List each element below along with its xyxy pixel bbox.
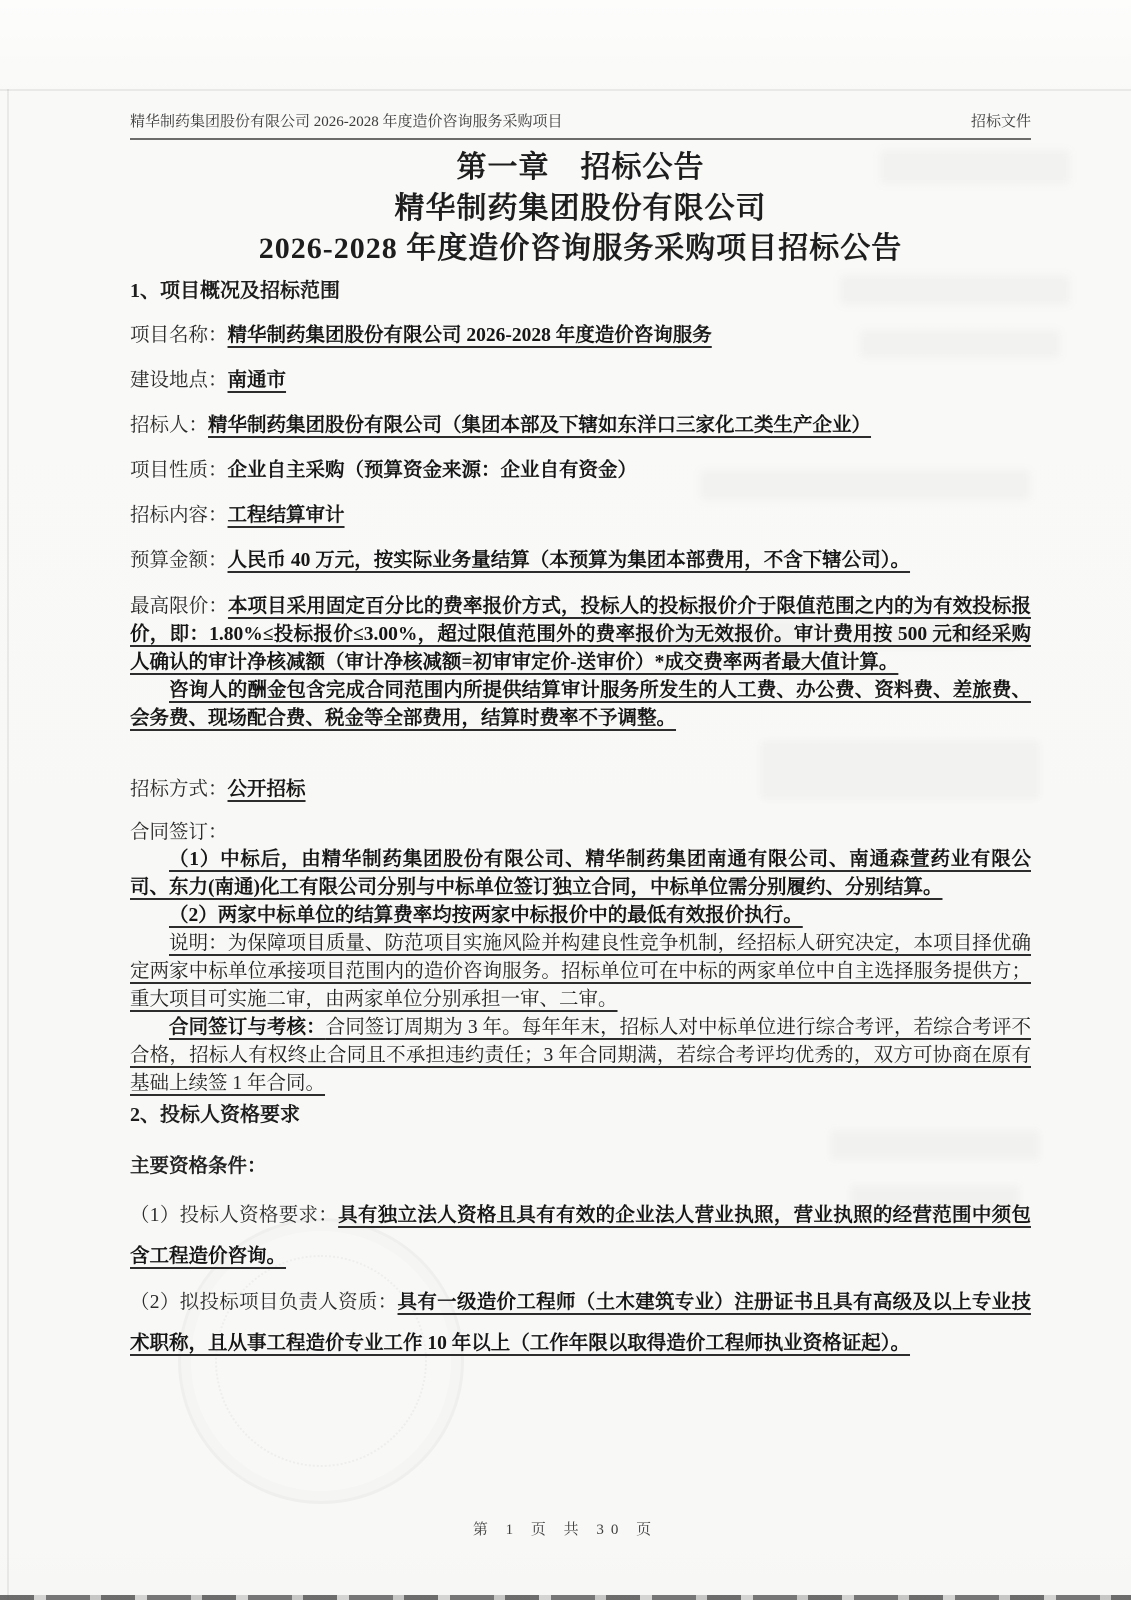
item-label: （2）拟投标项目负责人资质： <box>130 1292 398 1313</box>
company-title: 精华制药集团股份有限公司 <box>394 192 767 225</box>
field-location <box>130 368 1031 394</box>
section1-heading: 1、项目概况及招标范围 <box>130 280 340 302</box>
field-value: 本项目采用固定百分比的费率报价方式，投标人的投标报价介于限值范围之内的为有效投标报价，即：1.80%≤投标报价≤3.00%，超过限值范围外的费率报价为无效报价。审计费用按 500 元和经采购人确认的审计净核减额（审计净核减额=初审审定价-送审价）*成交费率两者最大值计算。 <box>130 596 1031 673</box>
field-label: 建设地点： <box>130 370 228 391</box>
field-price-limit <box>130 593 1031 677</box>
field-value: 工程结算审计 <box>227 505 345 526</box>
field-value: 企业自主采购（预算资金来源：企业自有资金） <box>227 460 638 481</box>
scan-left-edge <box>7 89 9 1600</box>
field-value: 人民币 40 万元，按实际业务量结算（本预算为集团本部费用，不含下辖公司）。 <box>227 550 911 571</box>
contract-note: 说明：为保障项目质量、防范项目实施风险并构建良性竞争机制，经招标人研究决定，本项目择优确定两家中标单位承接项目范围内的造价咨询服务。招标单位可在中标的两家单位中自主选择服务提供方；重大项目可实施二审，由两家单位分别承担一审、二审。 <box>130 933 1031 1010</box>
field-bidding-method <box>130 777 1031 803</box>
field-value: 精华制药集团股份有限公司 2026-2028 年度造价咨询服务 <box>227 325 712 346</box>
header-project-title: 精华制药集团股份有限公司 2026-2028 年度造价咨询服务采购项目 <box>130 114 563 130</box>
page-number: 第 1 页 共 30 页 <box>472 1522 659 1538</box>
field-label: 招标方式： <box>130 779 228 800</box>
field-project-name <box>130 323 1031 349</box>
field-label: 最高限价： <box>130 596 228 617</box>
header-doc-type: 招标文件 <box>970 114 1031 130</box>
field-label: 招标内容： <box>130 505 228 526</box>
item-value: 具有独立法人资格且具有有效的企业法人营业执照，营业执照的经营范围中须包含工程造价咨询。 <box>130 1205 1031 1267</box>
section2-heading: 2、投标人资格要求 <box>130 1104 300 1126</box>
running-header <box>130 110 1031 140</box>
remuneration-note: 咨询人的酬金包含完成合同范围内所提供结算审计服务所发生的人工费、办公费、资料费、差旅费、会务费、现场配合费、税金等全部费用，结算时费率不予调整。 <box>130 680 1031 729</box>
contract-assessment: 合同签订与考核：合同签订周期为 3 年。每年年末，招标人对中标单位进行综合考评，若综合考评不合格，招标人有权终止合同且不承担违约责任；3 年合同期满，若综合考评均优秀的，双方可协商在原有基础上续签 1 年合同。 <box>130 1017 1031 1094</box>
contract-item-2: （2）两家中标单位的结算费率均按两家中标报价中的最低有效报价执行。 <box>169 905 803 926</box>
contract-item-1: （1）中标后，由精华制药集团股份有限公司、精华制药集团南通有限公司、南通森萱药业有限公司、东力(南通)化工有限公司分别与中标单位签订独立合同，中标单位需分别履约、分别结算。 <box>130 849 1031 898</box>
field-tender-content <box>130 503 1031 529</box>
item-value: 具有一级造价工程师（土木建筑专业）注册证书且具有高级及以上专业技术职称，且从事工程造价专业工作 10 年以上（工作年限以取得造价工程师执业资格证起）。 <box>130 1292 1031 1354</box>
announcement-title: 2026-2028 年度造价咨询服务采购项目招标公告 <box>258 232 903 265</box>
field-value: 精华制药集团股份有限公司（集团本部及下辖如东洋口三家化工类生产企业） <box>208 415 872 436</box>
field-label: 招标人： <box>130 415 209 436</box>
section2-subheading: 主要资格条件： <box>130 1156 267 1177</box>
scan-top-edge <box>0 89 1131 91</box>
scan-bottom-edge <box>0 1595 1131 1600</box>
qualification-item-2 <box>130 1282 1031 1364</box>
field-label: 项目名称： <box>130 325 228 346</box>
field-project-nature <box>130 458 1031 484</box>
document-content <box>130 110 1031 1364</box>
field-value: 公开招标 <box>227 779 306 800</box>
qualification-item-1 <box>130 1195 1031 1277</box>
item-label: （1）投标人资格要求： <box>130 1205 339 1226</box>
field-label: 预算金额： <box>130 550 228 571</box>
field-value: 南通市 <box>227 370 287 391</box>
field-tenderer <box>130 413 1031 439</box>
chapter-title: 第一章 招标公告 <box>456 151 705 184</box>
contract-signing-label: 合同签订： <box>130 822 228 843</box>
field-label: 项目性质： <box>130 460 228 481</box>
field-budget <box>130 548 1031 574</box>
